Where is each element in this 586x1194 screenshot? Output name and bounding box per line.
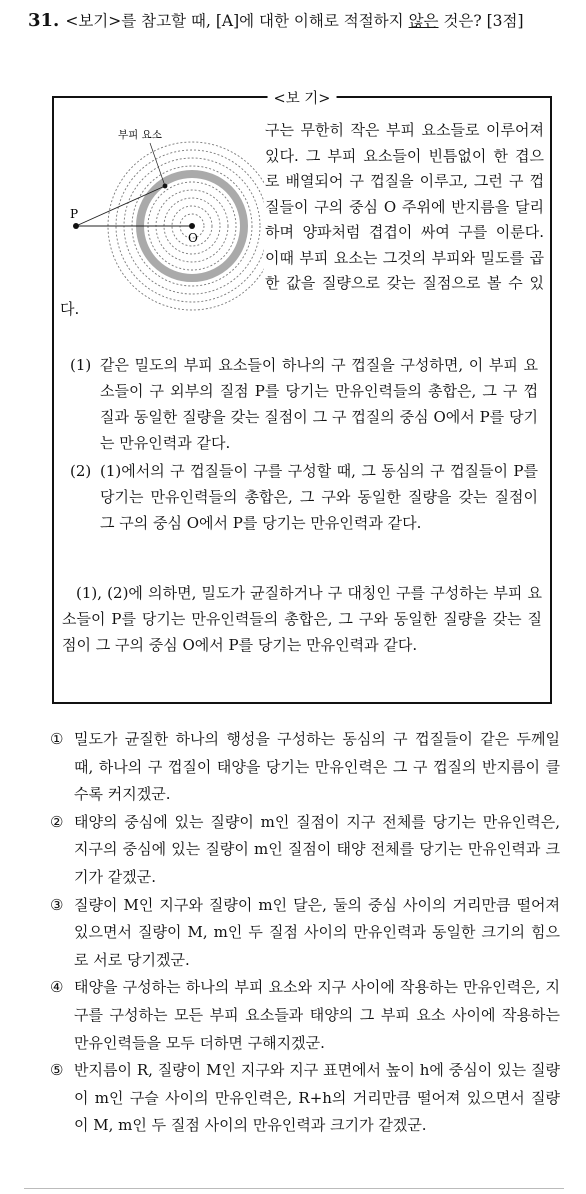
sphere-figure (58, 106, 264, 326)
answer-choice-1[interactable]: ① 밀도가 균질한 하나의 행성을 구성하는 동심의 구 껍질들이 같은 두께일 때, 하나의 구 껍질이 태양을 당기는 만유인력은 그 구 껍질의 반지름이 클수록 커지겠군. (50, 730, 560, 804)
question-number: 31. (28, 10, 60, 31)
question-header (28, 8, 564, 34)
bogi-item: (2) (1)에서의 구 껍질들이 구를 구성할 때, 그 동심의 구 껍질들이 P를 당기는 만유인력들의 총합은, 그 구와 동일한 질량을 갖는 질점이 그 구의 중심 O에서 P를 당기는 만유인력과 같다. (70, 462, 538, 532)
question-prompt-underlined: 않은 (408, 12, 439, 30)
point-p-label: P (70, 207, 79, 221)
question-prompt-end: 것은? [3점] (438, 12, 524, 30)
bogi-item: (1) 같은 밀도의 부피 요소들이 하나의 구 껍질을 구성하면, 이 부피 요소들이 구 외부의 질점 P를 당기는 만유인력들의 총합은, 그 구 껍질과 동일한 질량을 갖는 질점이 그 구 껍질의 중심 O에서 P를 당기는 만유인력과 같다. (70, 356, 538, 452)
bogi-box (52, 91, 552, 704)
point-p-dot (73, 223, 79, 229)
question-prompt: <보기>를 참고할 때, [A]에 대한 이해로 적절하지 (65, 12, 409, 30)
element-label: 부피 요소 (118, 129, 162, 141)
bogi-conclusion: (1), (2)에 의하면, 밀도가 균질하거나 구 대칭인 구를 구성하는 부피 요소들이 P를 당기는 만유인력들의 총합은, 그 구와 동일한 질량을 갖는 질점이 그 구의 중심 O에서 P를 당기는 만유인력과 같다. (62, 584, 542, 654)
answer-choice-4[interactable]: ④ 태양을 구성하는 하나의 부피 요소와 지구 사이에 작용하는 만유인력은, 지구를 구성하는 모든 부피 요소들과 태양의 그 부피 요소 사이에 작용하는 만유인력들을 모두 더하면 구해지겠군. (50, 978, 560, 1052)
answer-choices (50, 726, 560, 1140)
answer-choice-5[interactable]: ⑤ 반지름이 R, 질량이 M인 지구와 지구 표면에서 높이 h에 중심이 있는 질량이 m인 구슬 사이의 만유인력은, R+h의 거리만큼 떨어져 있으면서 질량이 M, m인 두 질점 사이의 만유인력과 크기가 같겠군. (50, 1061, 560, 1135)
answer-choice-3[interactable]: ③ 질량이 M인 지구와 질량이 m인 달은, 둘의 중심 사이의 거리만큼 떨어져 있으면서 질량이 M, m인 두 질점 사이의 만유인력과 동일한 크기의 힘으로 서로 당기겠군. (50, 895, 560, 969)
answer-choice-2[interactable]: ② 태양의 중심에 있는 질량이 m인 질점이 지구 전체를 당기는 만유인력은, 지구의 중심에 있는 질량이 m인 질점이 태양 전체를 당기는 만유인력과 크기가 같겠군. (50, 812, 560, 886)
center-o-label: O (188, 231, 198, 245)
bogi-intro-text: 구는 무한히 작은 부피 요소들로 이루어져 있다. 그 부피 요소들이 빈틈없이 한 겹으로 배열되어 구 껍질을 이루고, 그런 구 껍질들이 구의 중심 O 주위에 반지름을 달리하며 양파처럼 겹겹이 싸여 구를 이룬다. 이때 부피 요소는 그것의 부피와 밀도를 곱한 값을 질량으로 갖는 질점으로 볼 수 있다. (60, 121, 544, 318)
volume-element-dot (163, 184, 168, 189)
bogi-items (70, 352, 538, 538)
bogi-title: <보 기> (268, 87, 337, 108)
page-divider (24, 1188, 564, 1189)
center-o-dot (189, 223, 195, 229)
